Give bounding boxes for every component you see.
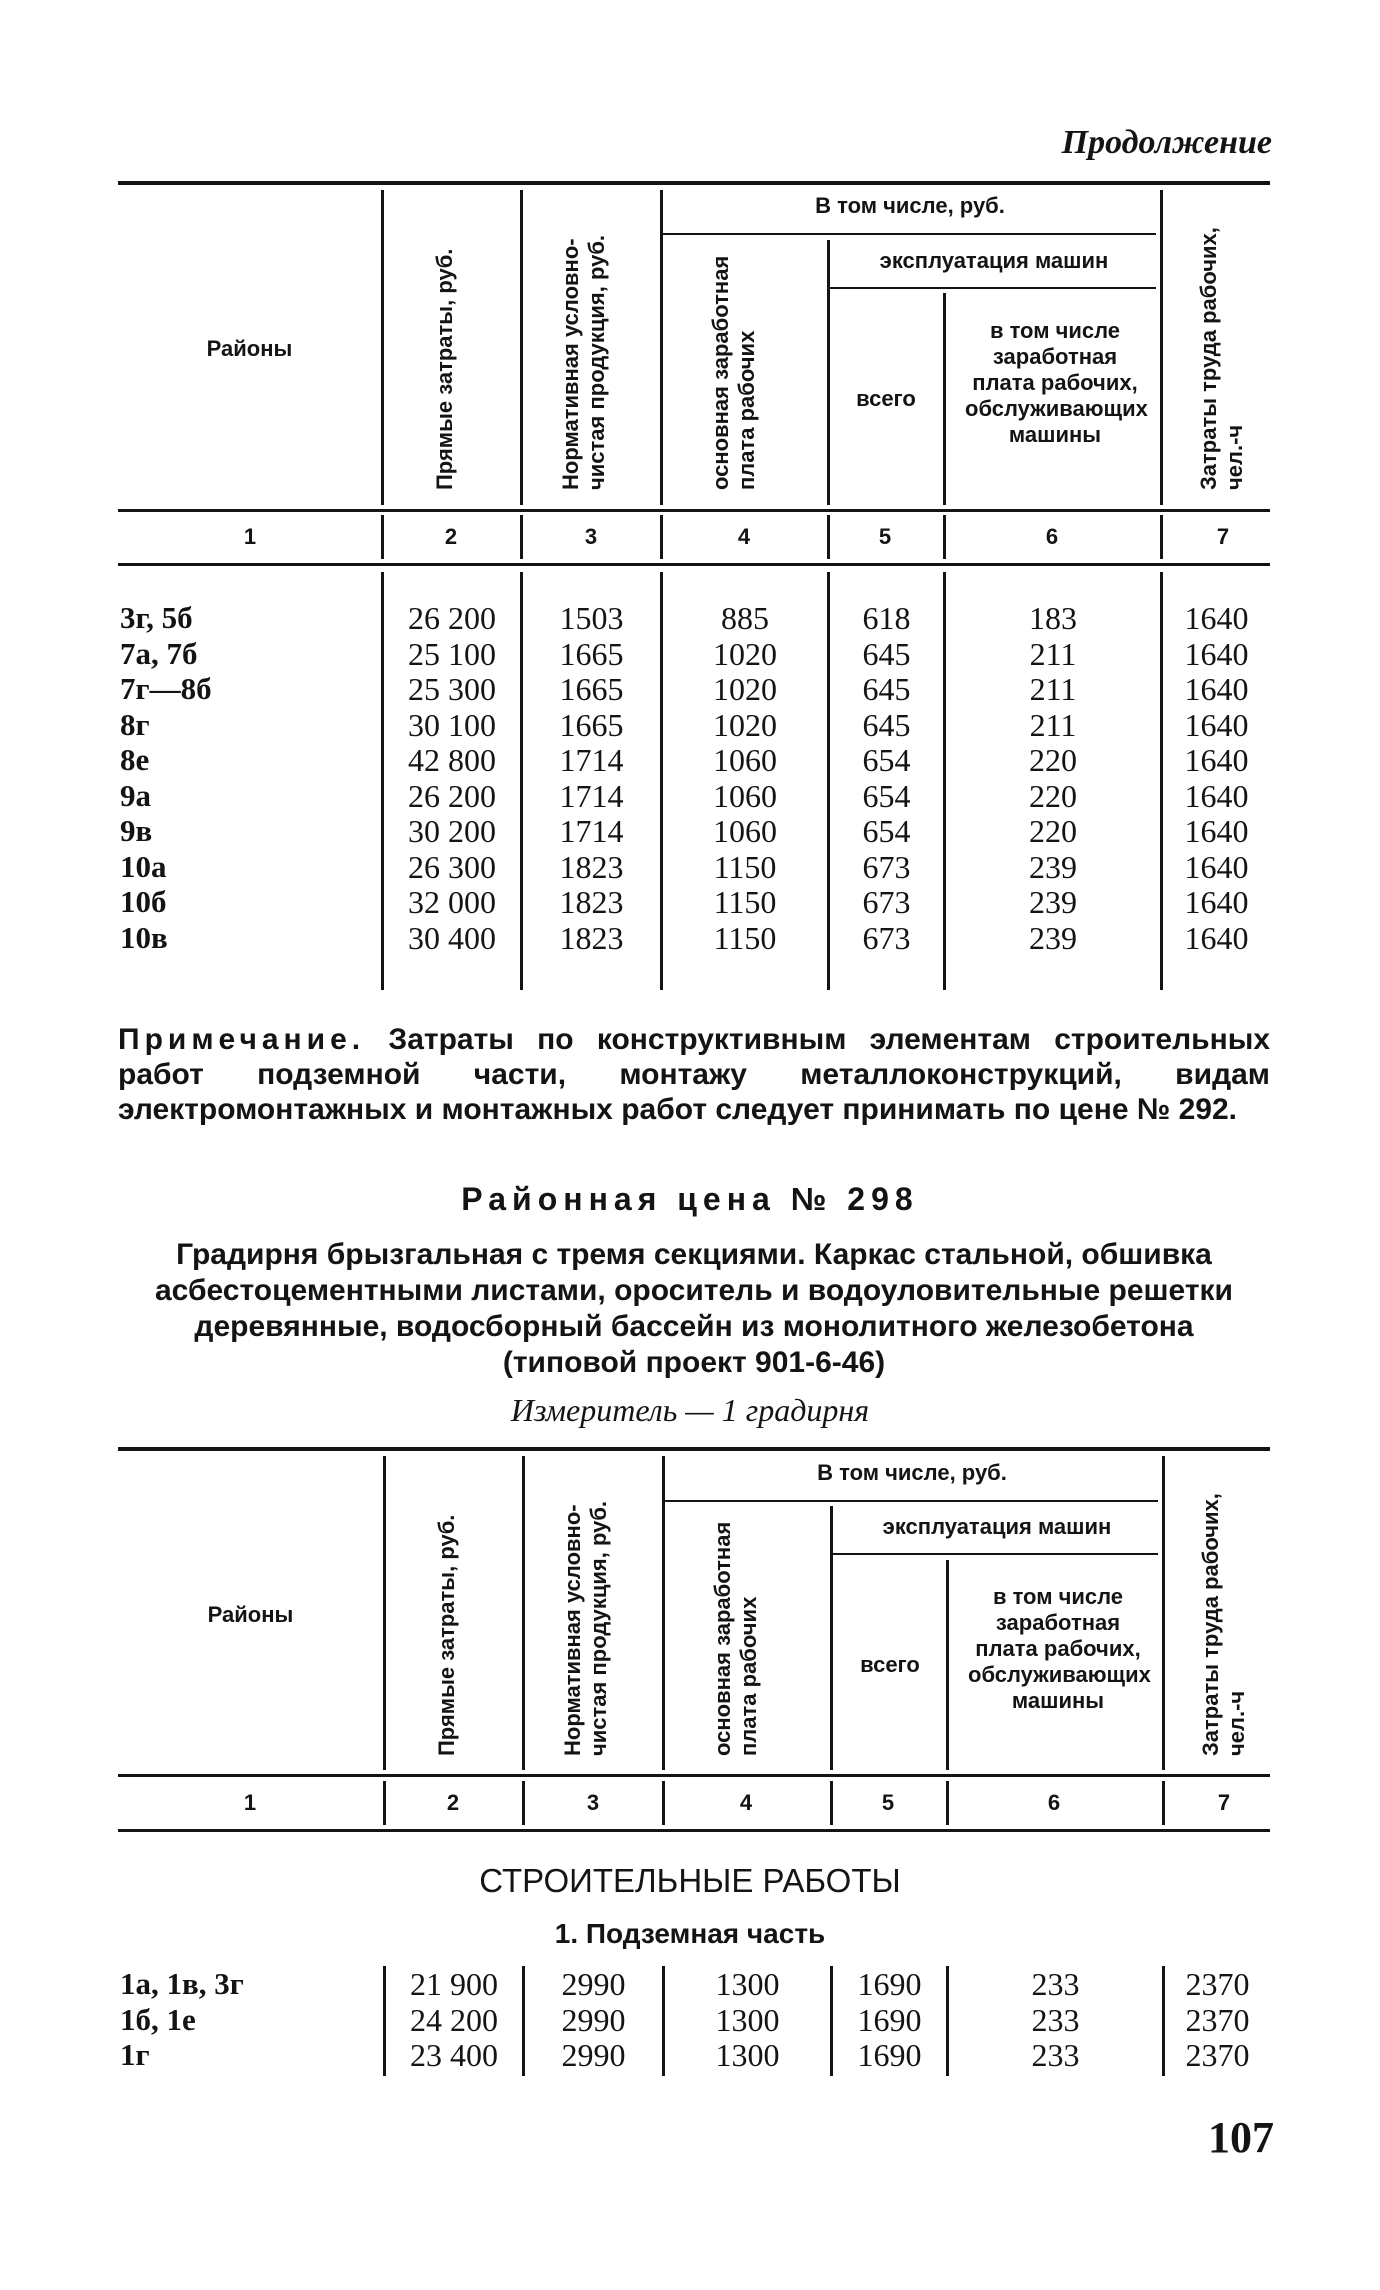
cell-c4: 1060 — [713, 777, 777, 814]
t2-header-including: В том числе, руб. — [817, 1460, 1007, 1485]
price-description-3: деревянные, водосборный бассейн из монолитного железобетона — [194, 1310, 1194, 1343]
cell-c2: 30 400 — [408, 919, 496, 956]
cell-c4: 1020 — [713, 706, 777, 743]
cell-c2: 42 800 — [408, 742, 496, 778]
cell-c4: 1300 — [715, 2001, 780, 2038]
cell-c2: 25 100 — [408, 635, 496, 672]
cell-c2: 30 100 — [408, 706, 496, 743]
cell-c5: 1690 — [857, 1966, 922, 2002]
row-region: 9в — [120, 813, 153, 848]
cell-c3: 1714 — [559, 742, 624, 778]
price-description-4: (типовой проект 901-6-46) — [502, 1346, 886, 1379]
cell-c2: 24 200 — [410, 2001, 498, 2038]
cell-c2: 26 200 — [408, 777, 496, 814]
colnum-2: 2 — [444, 524, 458, 549]
cell-c3: 1503 — [559, 600, 624, 636]
cell-c5: 645 — [862, 671, 911, 707]
cell-c3: 2990 — [561, 1966, 626, 2002]
cell-c7: 1640 — [1184, 742, 1249, 778]
cell-c5: 673 — [862, 884, 911, 920]
cell-c6: 211 — [1029, 635, 1077, 672]
header-labor-costs: Затраты труда рабочих, чел.-ч — [1196, 227, 1247, 490]
cell-c2: 26 300 — [408, 848, 496, 885]
t2-header-normative-production: Нормативная условно-чистая продукция, руб. — [560, 1500, 611, 1756]
continuation-label: Продолжение — [1061, 124, 1272, 161]
cell-c7: 2370 — [1185, 2037, 1250, 2073]
cell-c6: 211 — [1029, 671, 1077, 707]
cell-c7: 1640 — [1184, 884, 1249, 920]
header-base-wage: основная заработная плата рабочих — [708, 255, 759, 490]
price-description-1: Градирня брызгальная с тремя секциями. Каркас стальной, обшивка — [176, 1238, 1212, 1271]
subsection-title: 1. Подземная часть — [554, 1918, 826, 1949]
cell-c7: 1640 — [1184, 777, 1249, 814]
row-region: 9а — [120, 777, 151, 813]
row-region: 7г—8б — [120, 671, 212, 706]
cell-c3: 1823 — [559, 848, 624, 885]
cell-c3: 1823 — [559, 884, 624, 920]
colnum-4: 4 — [737, 524, 751, 549]
row-region: 10б — [120, 884, 167, 919]
header-normative-production: Нормативная условно-чистая продукция, руб. — [558, 234, 609, 490]
row-region: 1б, 1е — [120, 2001, 196, 2037]
t2-header-total: всего — [860, 1652, 920, 1677]
cell-c3: 1665 — [559, 635, 624, 672]
cell-c7: 1640 — [1184, 671, 1249, 707]
colnum-3: 3 — [584, 524, 598, 549]
cell-c4: 1150 — [713, 848, 777, 885]
cell-c5: 618 — [862, 600, 911, 636]
cell-c4: 1300 — [715, 2037, 780, 2073]
cell-c7: 2370 — [1185, 2001, 1250, 2038]
t2-colnum-7: 7 — [1217, 1790, 1231, 1815]
t2-colnum-3: 3 — [586, 1790, 600, 1815]
row-region: 1г — [120, 2037, 150, 2072]
cell-c2: 25 300 — [408, 671, 496, 707]
row-region: 7а, 7б — [120, 635, 198, 671]
cell-c4: 1020 — [713, 635, 777, 672]
cell-c2: 26 200 — [408, 600, 496, 636]
cell-c6: 239 — [1029, 848, 1077, 885]
cell-c7: 1640 — [1184, 813, 1249, 849]
cell-c3: 2990 — [561, 2037, 626, 2073]
cell-c6: 239 — [1029, 919, 1077, 956]
cell-c3: 1714 — [559, 777, 624, 814]
cell-c3: 1665 — [559, 706, 624, 743]
t2-colnum-6: 6 — [1047, 1790, 1061, 1815]
cell-c6: 211 — [1029, 706, 1077, 743]
cell-c4: 885 — [721, 600, 769, 636]
cell-c7: 1640 — [1184, 848, 1249, 885]
cell-c7: 2370 — [1185, 1966, 1250, 2002]
cell-c6: 233 — [1031, 1966, 1080, 2002]
cell-c6: 220 — [1029, 777, 1077, 814]
cell-c6: 233 — [1031, 2037, 1080, 2073]
row-region: 8г — [120, 706, 150, 742]
cell-c5: 654 — [862, 777, 911, 814]
t2-header-direct-costs: Прямые затраты, руб. — [434, 1514, 459, 1756]
row-region: 1а, 1в, 3г — [120, 1966, 244, 2001]
cell-c3: 1823 — [559, 919, 624, 956]
t2-header-base-wage: основная заработная плата рабочих — [710, 1521, 761, 1756]
cell-c2: 32 000 — [408, 884, 496, 920]
cell-c6: 239 — [1029, 884, 1077, 920]
cell-c7: 1640 — [1184, 600, 1249, 636]
header-including-wage: в том числе заработная плата рабочих, обслуживающих машины — [965, 318, 1148, 447]
t2-colnum-1: 1 — [243, 1790, 257, 1815]
cell-c5: 1690 — [857, 2001, 922, 2038]
header-machine-operation: эксплуатация машин — [879, 248, 1109, 273]
cell-c6: 220 — [1029, 742, 1077, 778]
cell-c5: 673 — [862, 919, 911, 956]
cell-c7: 1640 — [1184, 635, 1249, 672]
header-total: всего — [856, 386, 916, 411]
t2-header-labor-costs: Затраты труда рабочих, чел.-ч — [1198, 1493, 1249, 1756]
cell-c3: 1714 — [559, 813, 624, 849]
cell-c5: 654 — [862, 813, 911, 849]
t2-header-regions: Районы — [207, 1602, 294, 1627]
cell-c4: 1150 — [713, 884, 777, 920]
colnum-7: 7 — [1216, 524, 1230, 549]
cell-c5: 654 — [862, 742, 911, 778]
row-region: 10в — [120, 919, 168, 955]
section-title: СТРОИТЕЛЬНЫЕ РАБОТЫ — [479, 1862, 901, 1899]
t2-colnum-5: 5 — [881, 1790, 895, 1815]
t2-header-including-wage: в том числе заработная плата рабочих, обслуживающих машины — [968, 1584, 1151, 1713]
cell-c2: 30 200 — [408, 813, 496, 849]
header-direct-costs: Прямые затраты, руб. — [432, 248, 457, 490]
cell-c5: 1690 — [857, 2037, 922, 2073]
row-region: 10а — [120, 848, 167, 884]
measure-unit: Измеритель — 1 градирня — [510, 1392, 870, 1428]
t2-header-machine-operation: эксплуатация машин — [882, 1514, 1112, 1539]
page-number: 107 — [1208, 2113, 1274, 2162]
t2-colnum-4: 4 — [739, 1790, 753, 1815]
cell-c7: 1640 — [1184, 919, 1249, 956]
header-including: В том числе, руб. — [815, 193, 1005, 218]
cell-c6: 183 — [1029, 600, 1077, 636]
note-label: Примечание. — [118, 1023, 366, 1056]
cell-c4: 1150 — [713, 919, 777, 956]
cell-c6: 233 — [1031, 2001, 1080, 2038]
row-region: 3г, 5б — [120, 600, 193, 635]
cell-c2: 21 900 — [410, 1966, 498, 2002]
colnum-5: 5 — [878, 524, 892, 549]
cell-c4: 1060 — [713, 813, 777, 849]
price-description-2: асбестоцементными листами, ороситель и водоуловительные решетки — [155, 1274, 1233, 1307]
colnum-6: 6 — [1045, 524, 1059, 549]
cell-c3: 2990 — [561, 2001, 626, 2038]
note-text: Затраты по конструктивным элементам строительных работ подземной части, монтажу металлоконструкций, видам электромонтажных и монтажных работ следует принимать по цене № 292. — [118, 1023, 1270, 1126]
cell-c3: 1665 — [559, 671, 624, 707]
cell-c7: 1640 — [1184, 706, 1249, 743]
cell-c5: 673 — [862, 848, 911, 885]
note — [118, 1022, 1270, 1127]
cell-c5: 645 — [862, 706, 911, 743]
t2-colnum-2: 2 — [446, 1790, 460, 1815]
cell-c5: 645 — [862, 635, 911, 672]
colnum-1: 1 — [243, 524, 257, 549]
cell-c4: 1060 — [713, 742, 777, 778]
price-title: Районная цена № 298 — [461, 1181, 919, 1217]
cell-c4: 1300 — [715, 1966, 780, 2002]
cell-c4: 1020 — [713, 671, 777, 707]
cell-c6: 220 — [1029, 813, 1077, 849]
header-regions: Районы — [206, 336, 293, 361]
row-region: 8е — [120, 742, 150, 777]
cell-c2: 23 400 — [410, 2037, 498, 2073]
